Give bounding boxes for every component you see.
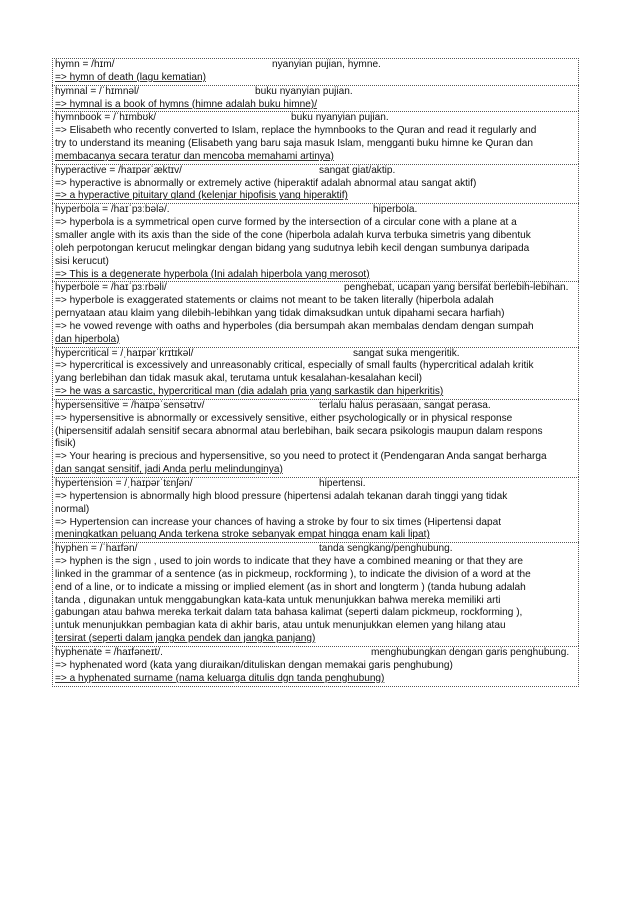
- entry-headline: [55, 478, 577, 491]
- dictionary-entry: [52, 542, 579, 646]
- entry-example-line: => hymnal is a book of hymns (himne adalah buku himne)/: [55, 98, 318, 110]
- entry-meaning: hipertensi.: [319, 478, 366, 489]
- entry-example-line: dan sangat sensitif, jadi Anda perlu melindunginya): [55, 464, 283, 476]
- entry-example-line: tersirat (seperti dalam jangka pendek dan jangka panjang): [55, 633, 316, 645]
- entry-headword: hypersensitive = /haɪpəˈsensətɪv/: [55, 399, 205, 411]
- entry-example-line: => hyphen is the sign , used to join words to indicate that they have a combined meaning or that they are: [55, 556, 523, 568]
- entry-headword: hyphenate = /haɪfəneɪt/.: [55, 646, 163, 658]
- entry-headline: [55, 165, 577, 178]
- entry-meaning: hiperbola.: [373, 204, 418, 216]
- entry-meaning: tanda sengkang/penghubung.: [319, 543, 453, 555]
- dictionary-entry: [52, 347, 579, 399]
- dictionary-entry: [52, 85, 579, 112]
- entry-example-line: => hypertension is abnormally high blood pressure (hipertensi adalah tekanan darah tinggi yang tidak: [55, 490, 508, 502]
- entry-headword: hyperbola = /haɪˈpɜːbələ/.: [55, 204, 170, 216]
- entry-meaning: terlalu halus perasaan, sangat perasa.: [319, 399, 491, 411]
- entry-headline: [55, 282, 577, 295]
- entry-meaning: nyanyian pujian, hymne.: [272, 59, 381, 70]
- dictionary-entry: [52, 111, 579, 163]
- entry-example-line: oleh perpotongan kerucut melingkar dengan bidang yang sudutnya lebih kecil dengan sumbunya daripada: [55, 242, 530, 254]
- entry-example-line: smaller angle with its axis than the side of the cone (hiperbola adalah kurva terbuka simetris yang dibentuk: [55, 229, 531, 241]
- entry-headline: [55, 647, 577, 660]
- entry-example-line: => hyperbole is exaggerated statements or claims not meant to be taken literally (hiperbola adalah: [55, 295, 494, 307]
- dictionary-entry: [52, 646, 579, 687]
- entry-example-line: pernyataan atau klaim yang dilebih-lebihkan yang tidak dimaksudkan untuk dipahami secara harfiah): [55, 308, 505, 320]
- entry-headword: hymnal = /ˈhɪmnəl/: [55, 85, 140, 97]
- entry-headword: hyperbole = /haɪˈpɜːrbəli/: [55, 282, 167, 294]
- entry-headline: [55, 348, 577, 361]
- entry-headword: hyphen = /ˈhaɪfən/: [55, 543, 138, 555]
- entry-meaning: buku nyanyian pujian.: [255, 85, 353, 97]
- entry-headword: hypertension = /ˌhaɪpərˈtɛnʃən/: [55, 478, 193, 489]
- dictionary-entry: [52, 477, 579, 542]
- entry-example-line: meningkatkan peluang Anda terkena stroke sebanyak empat hingga enam kali lipat): [55, 529, 430, 541]
- entry-meaning: penghebat, ucapan yang bersifat berlebih-lebihan.: [344, 282, 569, 294]
- entry-headline: [55, 112, 577, 125]
- dictionary-entry: [52, 399, 579, 477]
- entry-example-line: fisik): [55, 438, 76, 450]
- entry-example-line: => Hypertension can increase your chances of having a stroke by four to six times (Hipertensi dapat: [55, 516, 502, 528]
- entry-example-line: => hymn of death (lagu kematian): [55, 71, 206, 83]
- entry-example-line: membacanya secara teratur dan mencoba memahami artinya): [55, 150, 334, 162]
- entry-example-line: linked in the grammar of a sentence (as in pickmeup, rockforming ), to indicate the division of a word at the: [55, 568, 531, 580]
- entry-example-line: => hypercritical is excessively and unreasonably critical, especially of small faults (hypercritical adalah kritik: [55, 360, 534, 372]
- entry-example-line: normal): [55, 503, 90, 515]
- entry-example-line: => a hyperactive pituitary gland (kelenjar hipofisis yang hiperaktif): [55, 190, 348, 202]
- entry-meaning: buku nyanyian pujian.: [291, 112, 389, 124]
- entry-example-line: => Elisabeth who recently converted to Islam, replace the hymnbooks to the Quran and read it regularly and: [55, 125, 537, 137]
- entry-example-line: try to understand its meaning (Elisabeth yang baru saja masuk Islam, mengganti buku himne ke Quran dan: [55, 138, 534, 150]
- entry-example-line: => hyperactive is abnormally or extremely active (hiperaktif adalah abnormal atau sangat aktif): [55, 177, 477, 189]
- entry-example-line: => he was a sarcastic, hypercritical man (dia adalah pria yang sarkastik dan hiperkritis): [55, 386, 444, 398]
- entry-example-line: gabungan atau bahwa mereka terkait dalam tata bahasa kalimat (seperti dalam pickmeup, rockforming ),: [55, 607, 523, 619]
- entry-headline: [55, 86, 577, 99]
- entry-example-line: => hyperbola is a symmetrical open curve formed by the intersection of a circular cone with a plane at a: [55, 217, 517, 229]
- entry-example-line: => hyphenated word (kata yang diuraikan/dituliskan dengan memakai garis penghubung): [55, 659, 453, 671]
- entry-headword: hypercritical = /ˌhaɪpərˈkrɪtɪkəl/: [55, 347, 194, 359]
- entry-example-line: untuk menunjukkan pembagian kata di akhir baris, atau untuk menunjukkan elemen yang hilang atau: [55, 620, 506, 632]
- dictionary-entry: [52, 164, 579, 204]
- entry-example-line: tanda , digunakan untuk menggabungkan kata-kata untuk menunjukkan bahwa mereka memiliki arti: [55, 594, 501, 606]
- dictionary-page: [52, 58, 579, 687]
- dictionary-entry: [52, 281, 579, 346]
- entry-meaning: sangat suka mengeritik.: [353, 347, 460, 359]
- entry-example-line: yang berlebihan dan tidak masuk akal, terutama untuk kesalahan-kesalahan kecil): [55, 373, 422, 385]
- entry-headword: hyperactive = /haɪpərˈæktɪv/: [55, 164, 182, 176]
- entry-example-line: end of a line, or to indicate a missing or implied element (as in short and longterm ) (tanda hubung adalah: [55, 581, 526, 593]
- entry-headline: [55, 543, 577, 556]
- entry-meaning: sangat giat/aktip.: [319, 164, 396, 176]
- entry-meaning: menghubungkan dengan garis penghubung.: [371, 646, 570, 658]
- entry-example-line: => This is a degenerate hyperbola (Ini adalah hiperbola yang merosot): [55, 268, 370, 280]
- entry-headline: [55, 400, 577, 413]
- entry-headword: hymnbook = /ˈhɪmbʊk/: [55, 112, 157, 124]
- entry-example-line: => Your hearing is precious and hypersensitive, so you need to protect it (Pendengaran Anda sangat berharga: [55, 451, 547, 463]
- entry-example-line: (hipersensitif adalah sensitif secara abnormal atau berlebihan, baik secara psikologis maupun dalam respons: [55, 425, 543, 437]
- entry-example-line: => he vowed revenge with oaths and hyperboles (dia bersumpah akan membalas dendam dengan sumpah: [55, 320, 534, 332]
- entry-example-line: => hypersensitive is abnormally or excessively sensitive, either psychologically or in physical response: [55, 412, 513, 424]
- dictionary-entry: [52, 203, 579, 281]
- entry-example-line: sisi kerucut): [55, 255, 109, 267]
- entry-headword: hymn = /hɪm/: [55, 59, 115, 70]
- entry-example-line: => a hyphenated surname (nama keluarga ditulis dgn tanda penghubung): [55, 672, 385, 684]
- entry-example-line: dan hiperbola): [55, 333, 120, 345]
- dictionary-entry: [52, 58, 579, 85]
- entry-headline: [55, 59, 577, 72]
- entry-headline: [55, 204, 577, 217]
